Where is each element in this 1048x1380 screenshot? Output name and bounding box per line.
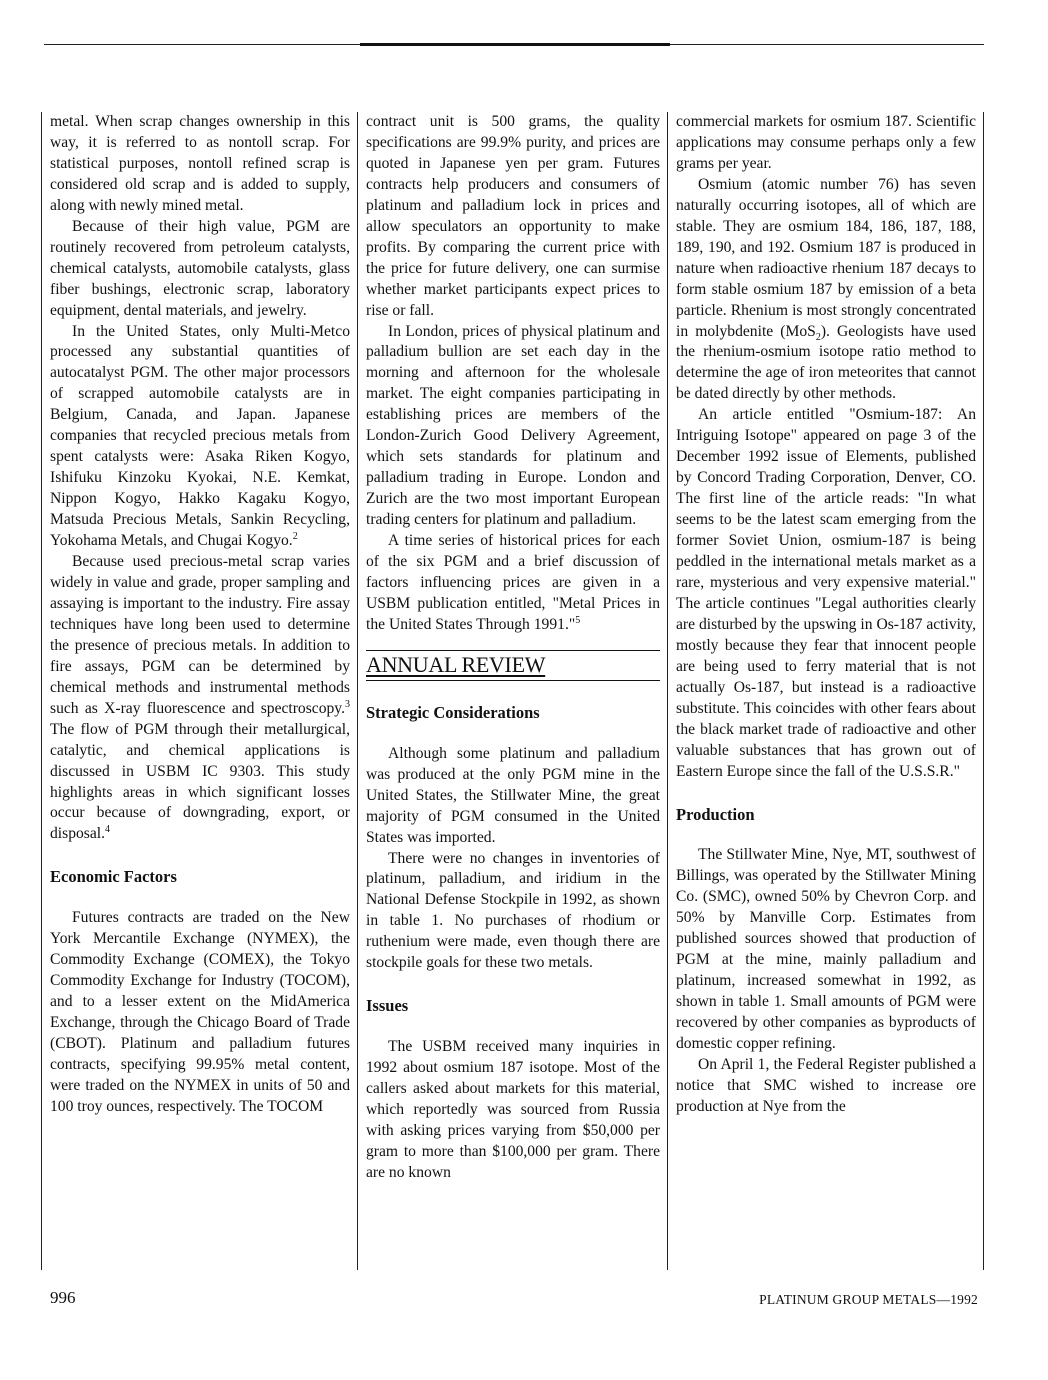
footnote-ref: 2 bbox=[292, 530, 298, 542]
running-title: PLATINUM GROUP METALS—1992 bbox=[759, 1292, 978, 1307]
section-heading-production: Production bbox=[676, 804, 755, 824]
section-heading-issues: Issues bbox=[366, 996, 409, 1016]
paragraph bbox=[676, 175, 976, 405]
paragraph-text: The flow of PGM through their metallurgical, catalytic, and chemical applications is discussed in USBM IC 9303. This study highlights areas in which significant losses occur because of downgrading, export, or disposal. bbox=[50, 720, 350, 843]
paragraph: In London, prices of physical platinum and palladium bullion are set each day in the morning and afternoon for the wholesale market. The eight companies participating in establishing prices are members of the London-Zurich Good Delivery Agreement, which sets standards for platinum and palladium trading in Europe. London and Zurich are the two most important European trading centers for platinum and palladium. bbox=[366, 322, 660, 529]
paragraph: An article entitled "Osmium-187: An Intriguing Isotope" appeared on page 3 of the December 1992 issue of Elements, published by Concord Trading Corporation, Denver, CO. The first line of the article reads: "In what seems to be the latest scam emerging from the former Soviet Union, osmium-187 is being peddled in the international metals market as a rare, mysterious and very expensive material." The article continues "Legal authorities clearly are disturbed by the upswing in Os-187 activity, mostly because they fear that innocent people are being used to ferry material that is not actually Os-187, but instead is a radioactive substitute. This coincides with other fears about the black market trade of radioactive and other valuable substances that has grown out of Eastern Europe since the fall of the U.S.S.R." bbox=[676, 406, 976, 780]
column-rule-right bbox=[983, 112, 984, 1270]
footnote-ref: 4 bbox=[105, 824, 111, 836]
footnote-ref: 3 bbox=[345, 698, 350, 710]
paragraph: contract unit is 500 grams, the quality specifications are 99.9% purity, and prices are quoted in Japanese yen per gram. Futures contracts help producers and consumers of platinum and palladium lock in prices and allow speculators an opportunity to make profits. By comparing the current price with the price for future delivery, one can surmise whether market participants expect prices to rise or fall. bbox=[366, 113, 660, 319]
column-rule-1 bbox=[357, 112, 358, 1270]
paragraph bbox=[366, 531, 660, 636]
paragraph bbox=[50, 552, 350, 845]
paragraph-text: Because used precious-metal scrap varies widely in value and grade, proper sampling and assaying is important to the industry. Fire assay techniques have long been used to determine the presence of precious metals. In addition to fire assays, PGM can be determined by chemical methods and instrumental methods such as X-ray fluorescence and spectroscopy. bbox=[50, 553, 350, 717]
paragraph-text: In the United States, only Multi-Metco processed any substantial quantities of autocatalyst PGM. The other major processors of scrapped automobile catalysts are in Belgium, Canada, and Japan. Japanese companies that recycled precious metals from spent catalysts were: Asaka Riken Kogyo, Ishifuku Kinzoku Kyokai, N.E. Kemkat, Nippon Kogyo, Hakko Kagaku Kogyo, Matsuda Precious Metals, Sankin Recycling, Yokohama Metals, and Chugai Kogyo. bbox=[50, 322, 350, 550]
paragraph: The Stillwater Mine, Nye, MT, southwest of Billings, was operated by the Stillwater Mining Co. (SMC), owned 50% by Chevron Corp. and 50% by Manville Corp. Estimates from published sources showed that production of PGM at the mine, mainly palladium and platinum, increased somewhat in 1992, as shown in table 1. Small amounts of PGM were recovered by other companies as byproducts of domestic copper refining. bbox=[676, 846, 976, 1053]
header-rule-accent bbox=[360, 43, 670, 46]
column-rule-2 bbox=[667, 112, 668, 1270]
paragraph-text: A time series of historical prices for each of the six PGM and a brief discussion of factors influencing prices are given in a USBM publication entitled, "Metal Prices in the United States Through 1991." bbox=[366, 532, 660, 633]
paragraph: Although some platinum and palladium was produced at the only PGM mine in the United States, the Stillwater Mine, the great majority of PGM consumed in the United States was imported. bbox=[366, 744, 660, 846]
paragraph: There were no changes in inventories of platinum, palladium, and iridium in the National Defense Stockpile in 1992, as shown in table 1. No purchases of rhodium or ruthenium were made, even though there are stockpile goals for these two metals. bbox=[366, 849, 660, 972]
column-2 bbox=[366, 112, 660, 1270]
subscript: 2 bbox=[815, 331, 821, 343]
page-number: 996 bbox=[50, 1288, 76, 1307]
column-rule-left bbox=[41, 112, 42, 1270]
column-1 bbox=[50, 112, 350, 1270]
paragraph: metal. When scrap changes ownership in this way, it is referred to as nontoll scrap. For statistical purposes, nontoll refined scrap is considered old scrap and is added to supply, along with newly mined metal. bbox=[50, 113, 350, 214]
section-heading-annual-review: ANNUAL REVIEW bbox=[366, 650, 660, 681]
paragraph bbox=[50, 322, 350, 552]
paragraph: Futures contracts are traded on the New York Mercantile Exchange (NYMEX), the Commodity Exchange (COMEX), the Tokyo Commodity Exchange for Industry (TOCOM), and to a lesser extent on the MidAmerica Exchange, through the Chicago Board of Trade (CBOT). Platinum and palladium futures contracts, specifying 99.95% metal content, were traded on the NYMEX in units of 50 and 100 troy ounces, respectively. The TOCOM bbox=[50, 909, 350, 1115]
footnote-ref: 5 bbox=[575, 614, 581, 626]
column-3 bbox=[676, 112, 976, 1270]
paragraph: Because of their high value, PGM are routinely recovered from petroleum catalysts, chemical catalysts, automobile catalysts, glass fiber bushings, electronic scrap, laboratory equipment, dental materials, and jewelry. bbox=[50, 217, 350, 319]
paragraph: On April 1, the Federal Register published a notice that SMC wished to increase ore production at Nye from the bbox=[676, 1055, 976, 1115]
section-heading-strategic-considerations: Strategic Considerations bbox=[366, 702, 540, 722]
paragraph-text: ). Geologists have used the rhenium-osmium isotope ratio method to determine the age of iron meteorites that cannot be dated directly by other methods. bbox=[676, 322, 976, 403]
paragraph: commercial markets for osmium 187. Scientific applications may consume perhaps only a few grams per year. bbox=[676, 113, 976, 172]
section-heading-economic-factors: Economic Factors bbox=[50, 867, 177, 887]
paragraph-text: Osmium (atomic number 76) has seven naturally occurring isotopes, all of which are stable. They are osmium 184, 186, 187, 188, 189, 190, and 192. Osmium 187 is produced in nature when radioactive rhenium 187 decays to form stable osmium 187 by emission of a beta particle. Rhenium is most strongly concentrated in molybdenite (MoS bbox=[676, 175, 976, 340]
paragraph: The USBM received many inquiries in 1992 about osmium 187 isotope. Most of the callers asked about markets for this material, which reportedly was sourced from Russia with asking prices varying from $50,000 per gram to more than $100,000 per gram. There are no known bbox=[366, 1038, 660, 1181]
